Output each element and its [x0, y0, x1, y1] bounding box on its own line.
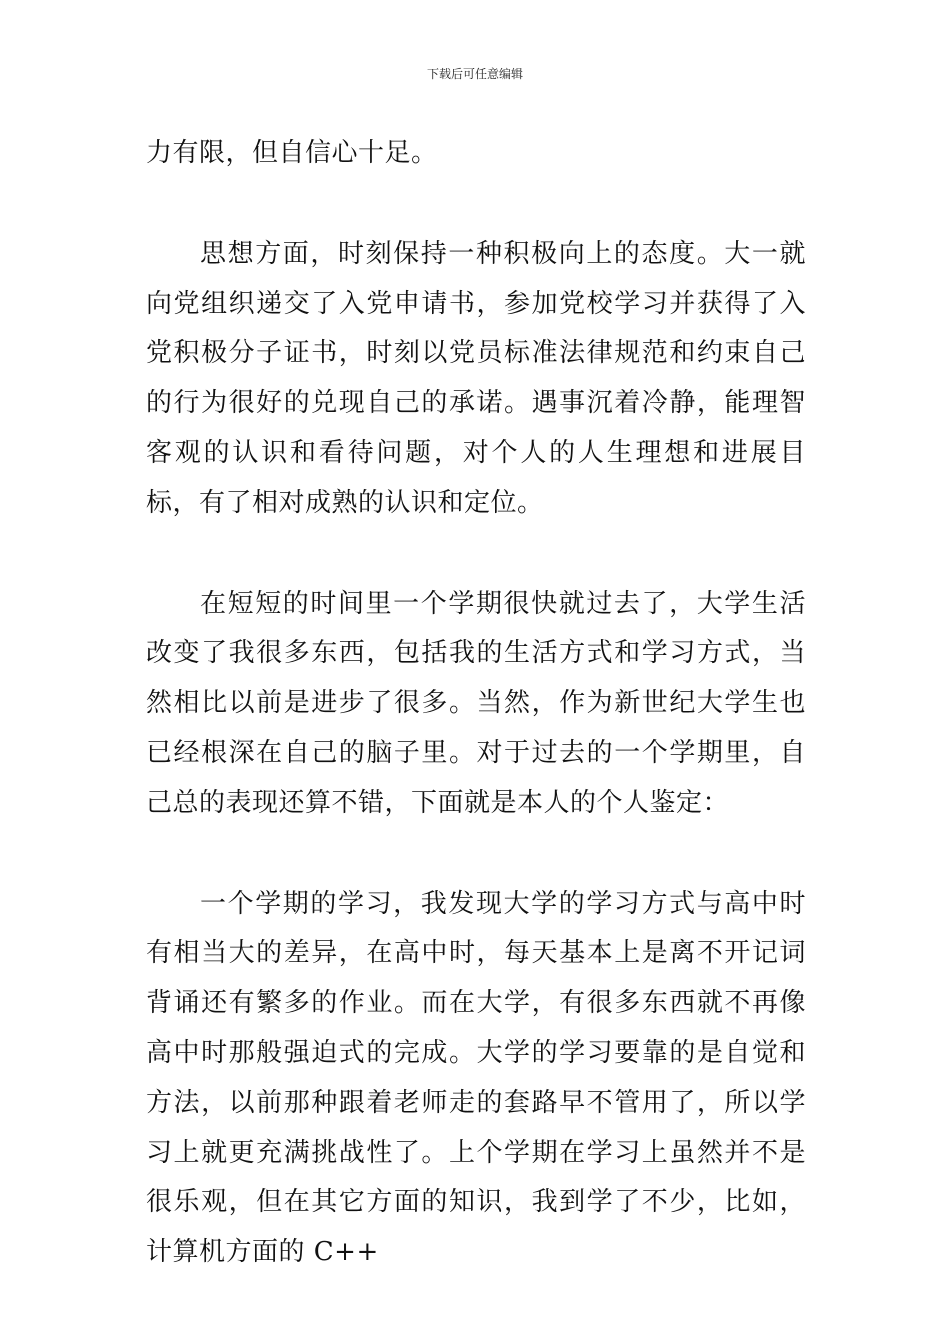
- paragraph-gap: [146, 529, 806, 580]
- paragraph-gap: [146, 829, 806, 880]
- paragraph-ideology: 思想方面，时刻保持一种积极向上的态度。大一就向党组织递交了入党申请书，参加党校学习并获得了入党积极分子证书，时刻以党员标准法律规范和约束自己的行为很好的兑现自己的承诺。遇事沉着冷静，能理智客观的认识和看待问题，对个人的人生理想和进展目标，有了相对成熟的认识和定位。: [146, 238, 806, 518]
- paragraph-study: 一个学期的学习，我发现大学的学习方式与高中时有相当大的差异，在高中时，每天基本上是离不开记词背诵还有繁多的作业。而在大学，有很多东西就不再像高中时那般强迫式的完成。大学的学习要靠的是自觉和方法，以前那种跟着老师走的套路早不管用了，所以学习上就更充满挑战性了。上个学期在学习上虽然并不是很乐观，但在其它方面的知识，我到学了不少，比如，计算机方面的 C++: [146, 888, 806, 1268]
- document-body: [146, 129, 806, 1278]
- paragraph-continuation: 力有限，但自信心十足。: [146, 138, 438, 168]
- paragraph-semester-summary: 在短短的时间里一个学期很快就过去了，大学生活改变了我很多东西，包括我的生活方式和学习方式，当然相比以前是进步了很多。当然，作为新世纪大学生也已经根深在自己的脑子里。对于过去的一个学期里，自己总的表现还算不错，下面就是本人的个人鉴定：: [146, 588, 806, 818]
- paragraph-gap: [146, 179, 806, 230]
- page-header: 下载后可任意编辑: [426, 67, 523, 81]
